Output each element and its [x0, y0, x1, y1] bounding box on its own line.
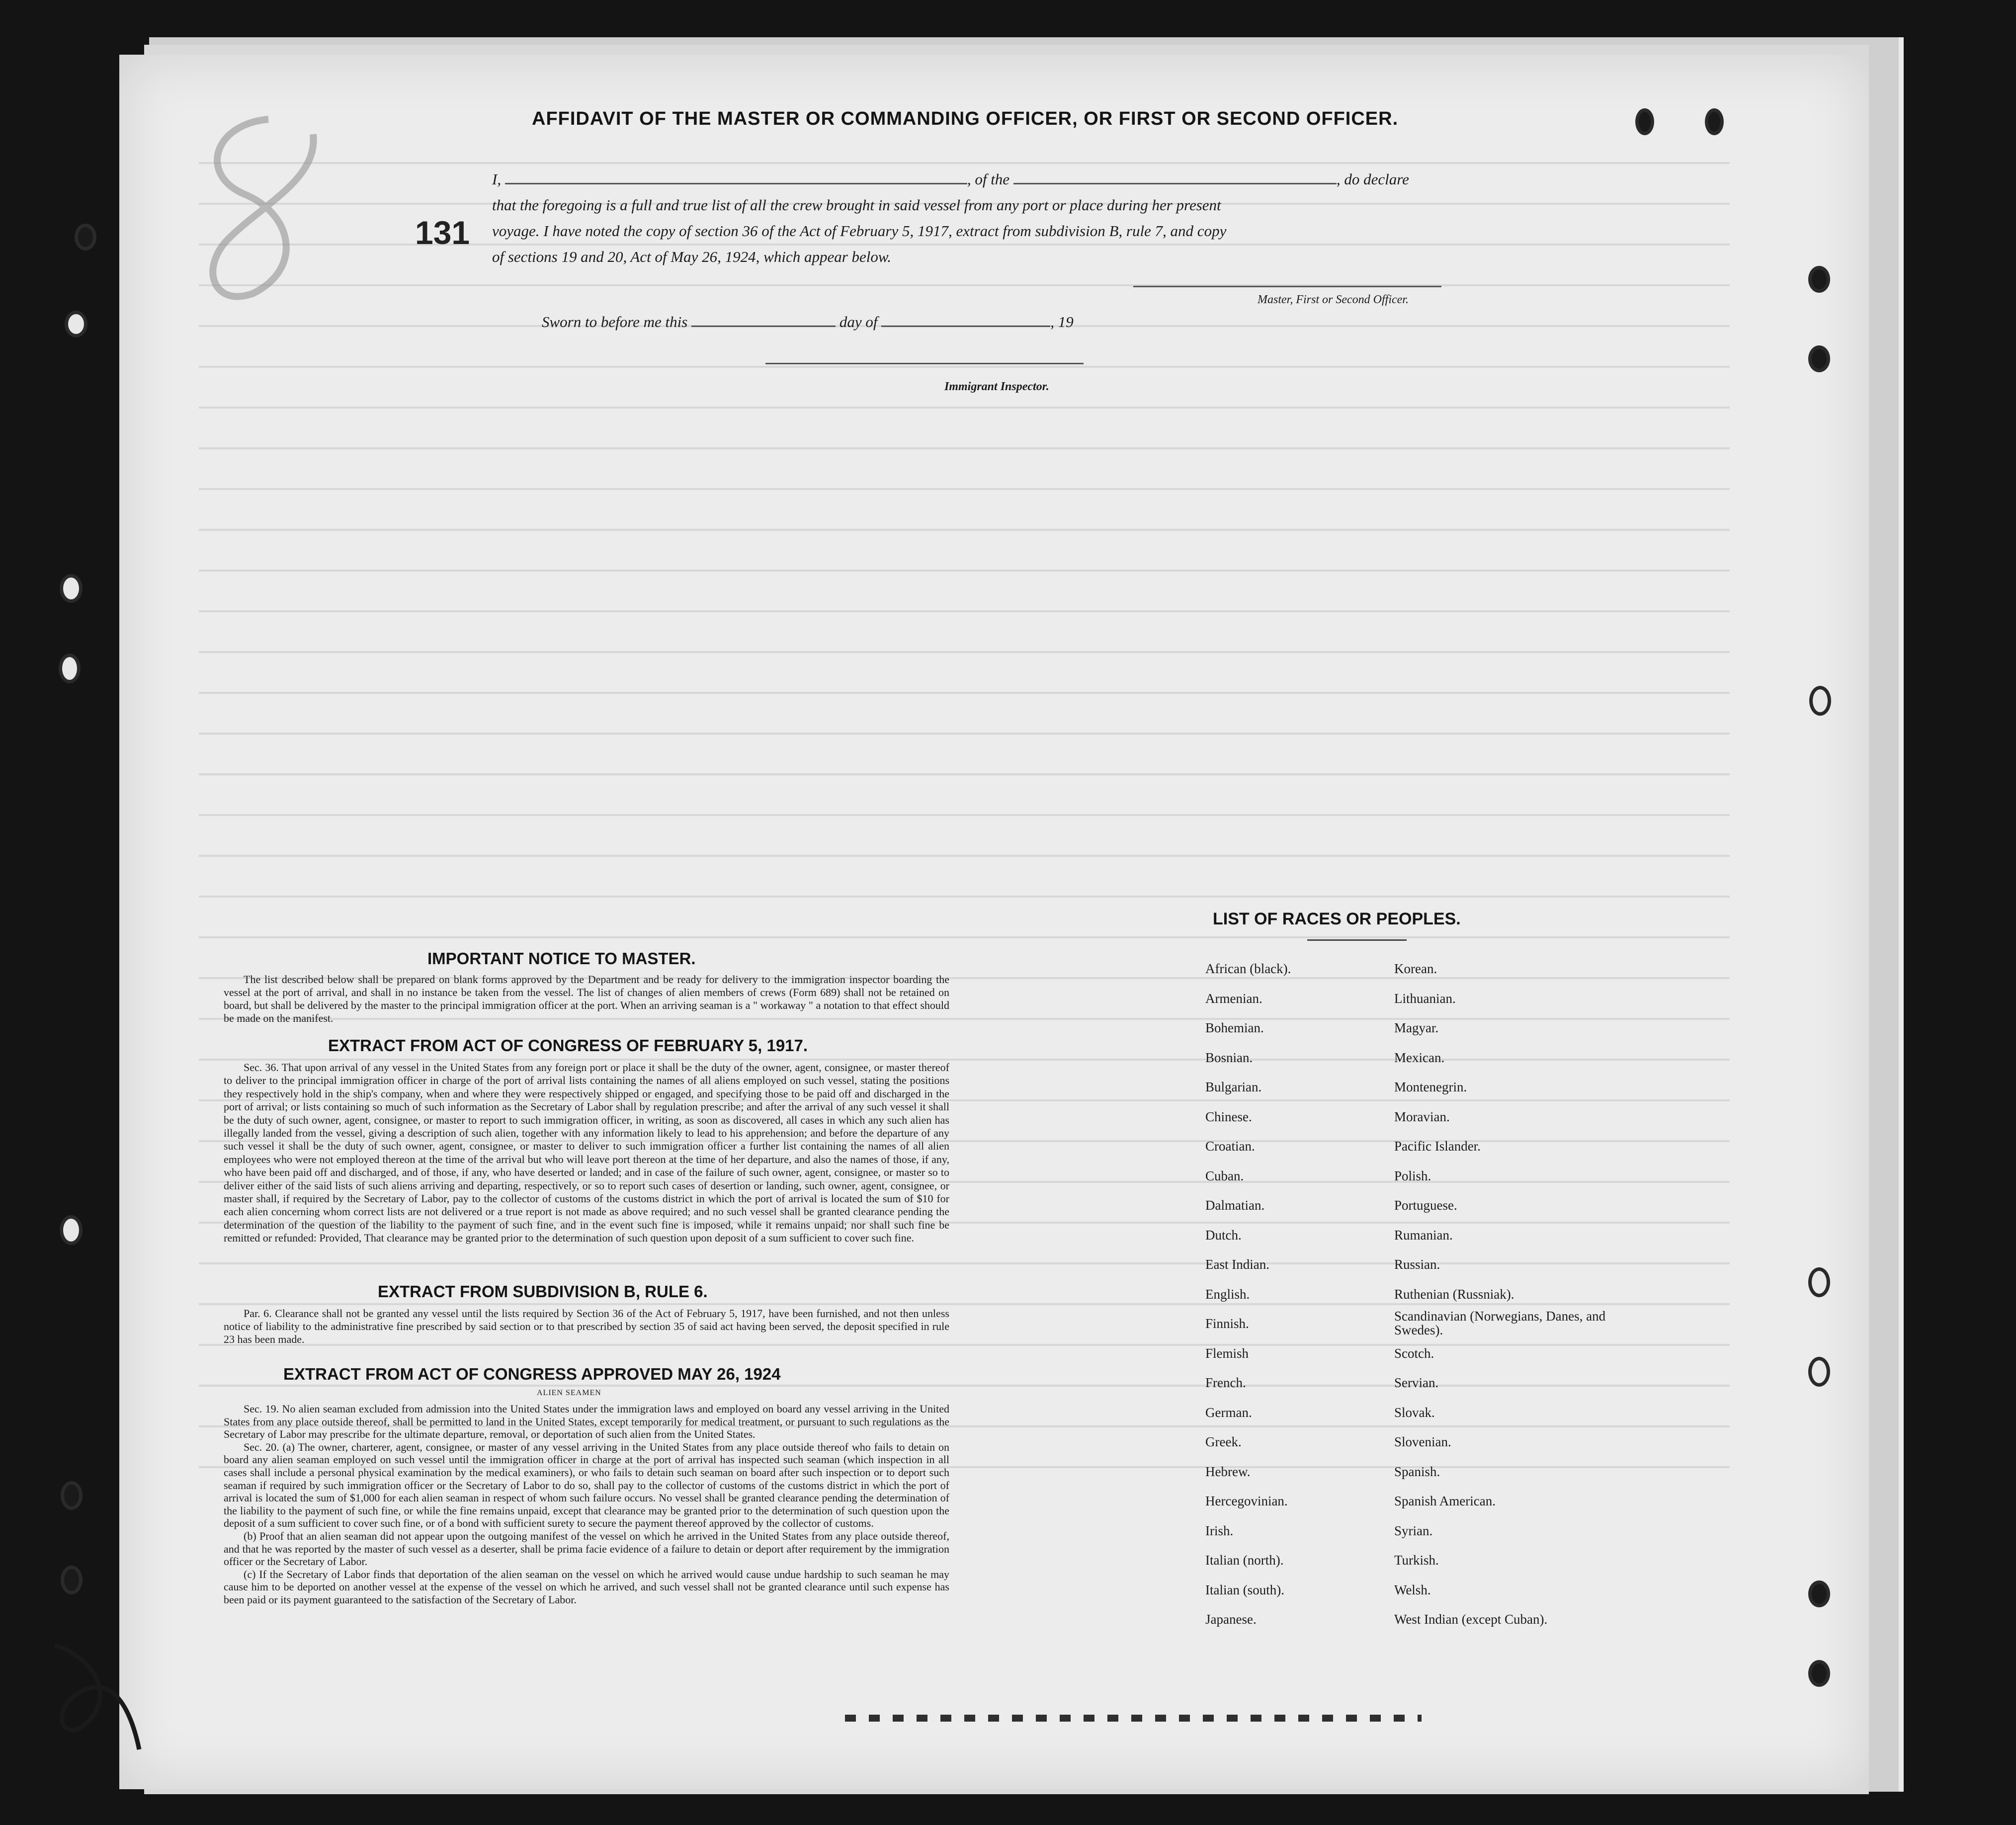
punch-hole: [60, 1215, 83, 1245]
races-right-column: [1394, 954, 1608, 1635]
race-item: Irish.: [1205, 1523, 1234, 1538]
race-item: Hercegovinian.: [1205, 1493, 1288, 1508]
race-item: Finnish.: [1205, 1316, 1249, 1331]
notice-title: IMPORTANT NOTICE TO MASTER.: [427, 949, 696, 968]
affidavit-declaration: [492, 166, 1605, 270]
manifest-page: [119, 55, 1869, 1789]
extract-1917-title: EXTRACT FROM ACT OF CONGRESS OF FEBRUARY 5, 1917.: [328, 1036, 808, 1055]
race-item: Japanese.: [1205, 1612, 1257, 1627]
punch-hole: [1705, 108, 1724, 135]
race-item: Syrian.: [1394, 1523, 1433, 1538]
handwritten-mark: [169, 104, 338, 313]
races-title: LIST OF RACES OR PEOPLES.: [1213, 910, 1461, 928]
binding-marks: [845, 1715, 1422, 1722]
inspector-signature-line[interactable]: [765, 363, 1084, 364]
race-item: East Indian.: [1205, 1257, 1269, 1272]
race-item: Italian (south).: [1205, 1582, 1284, 1597]
extract-1924-title: EXTRACT FROM ACT OF CONGRESS APPROVED MAY 26, 1924: [283, 1365, 781, 1383]
race-item: African (black).: [1205, 961, 1291, 976]
race-item: Armenian.: [1205, 991, 1262, 1006]
race-item: Slovenian.: [1394, 1434, 1451, 1449]
race-item: Slovak.: [1394, 1405, 1435, 1420]
punch-hole: [1809, 686, 1831, 716]
punch-hole: [1808, 266, 1830, 293]
vessel-name-field[interactable]: [1013, 183, 1337, 184]
punch-hole: [65, 311, 87, 337]
affidavit-line-2: that the foregoing is a full and true list of all the crew brought in said vessel from any port or place during her present: [492, 196, 1221, 214]
of-the-label: , of the: [967, 170, 1010, 188]
race-item: Mexican.: [1394, 1050, 1445, 1065]
inspector-label: Immigrant Inspector.: [944, 380, 1049, 393]
handwritten-signature: [40, 1630, 149, 1759]
sec-20a: Sec. 20. (a) The owner, charterer, agent, consignee, or master of any vessel arriving in the United States from any place outside thereof who fails to detain on board any alien seaman employed on such vessel until the immigration officer in charge at the port of arrival has inspected such seaman (which inspection in all cases shall include a personal physical examination by the medical examiners), or who fails to detain such seaman on board after such inspection or to deport such seaman if required by such immigration officer or the Secretary of Labor to do so, shall pay to the collector of customs of the customs district in which the port of arrival is located the sum of $1,000 for each alien seaman in respect of whom such failure occurs. No vessel shall be granted clearance pending the determination of the liability to the payment of such fine, or while the fine remains unpaid, except that clearance may be granted prior to the determination of such question upon the deposit of a sum sufficient to cover such fine, or of a bond with sufficient surety to secure the payment thereof approved by the collector of customs.: [224, 1440, 949, 1530]
punch-hole: [61, 1481, 83, 1510]
race-item: West Indian (except Cuban).: [1394, 1612, 1548, 1627]
race-item: Italian (north).: [1205, 1553, 1284, 1568]
punch-hole: [1808, 1357, 1830, 1387]
affiant-label: I,: [492, 170, 502, 188]
punch-hole: [1808, 1660, 1830, 1687]
sworn-line: [542, 313, 1074, 331]
race-item: Scandinavian (Norwegians, Danes, and Swedes).: [1394, 1309, 1606, 1337]
stamp-number: 131: [415, 214, 470, 251]
sworn-label: Sworn to before me this: [542, 313, 688, 331]
affidavit-line-4: of sections 19 and 20, Act of May 26, 1924, which appear below.: [492, 248, 892, 265]
race-item: Servian.: [1394, 1375, 1439, 1390]
sworn-day-field[interactable]: [691, 326, 836, 327]
race-item: Moravian.: [1394, 1109, 1450, 1124]
extract-rule6-body: Par. 6. Clearance shall not be granted any vessel until the lists required by Section 36 of the Act of February 5, 1917, have been furnished, and not then unless notice of liability to the administrative fine prescribed by said section or to that prescribed by section 35 of said act having been served, the deposit specified in rule 23 has been made.: [224, 1307, 949, 1345]
punch-hole: [1808, 345, 1830, 372]
affidavit-line-1: [492, 166, 1605, 192]
race-item: Welsh.: [1394, 1582, 1431, 1597]
race-item: Greek.: [1205, 1434, 1242, 1449]
race-item: Bohemian.: [1205, 1020, 1264, 1035]
punch-hole: [75, 224, 96, 250]
affidavit-line-3: voyage. I have noted the copy of section 36 of the Act of February 5, 1917, extract from subdivision B, rule 7, and copy: [492, 222, 1227, 240]
extract-1924-body: [224, 1403, 949, 1606]
race-item: German.: [1205, 1405, 1252, 1420]
race-item: Turkish.: [1394, 1553, 1439, 1568]
race-item: English.: [1205, 1286, 1250, 1302]
master-signature-label: Master, First or Second Officer.: [1258, 293, 1409, 306]
sec-20c: (c) If the Secretary of Labor finds that deportation of the alien seaman on the vessel on which he arrived would cause undue hardship to such seaman he may cause him to be deported on another vessel at the expense of the vessel on which he arrived, and such vessel shall not be granted clearance until such expense has been paid or its payment guaranteed to the satisfaction of the Secretary of Labor.: [224, 1568, 949, 1606]
race-item: Dalmatian.: [1205, 1198, 1265, 1213]
race-item: Polish.: [1394, 1168, 1431, 1183]
race-item: Bulgarian.: [1205, 1079, 1262, 1094]
race-item: Montenegrin.: [1394, 1079, 1467, 1094]
punch-hole: [1808, 1580, 1830, 1607]
race-item: Hebrew.: [1205, 1464, 1251, 1479]
race-item: Rumanian.: [1394, 1227, 1453, 1243]
punch-hole: [60, 574, 83, 603]
do-declare-label: , do declare: [1336, 170, 1409, 188]
sec-20b: (b) Proof that an alien seaman did not appear upon the outgoing manifest of the vessel on which he arrived in the United States from any place outside thereof, and that he was reported by the master of such vessel as a deserter, shall be prima facie evidence of a failure to detain or deport after requirement by the immigration officer or the Secretary of Labor.: [224, 1529, 949, 1568]
extract-1917-body: Sec. 36. That upon arrival of any vessel in the United States from any foreign port or place it shall be the duty of the owner, agent, consignee, or master thereof to deliver to the principal immigration officer in charge of the port of arrival lists containing the names of all aliens employed on such vessel, stating the positions they respectively hold in the ship's company, when and where they were respectively shipped or engaged, and specifying those to be paid off and discharged in the port of arrival; or lists containing so much of such information as the Secretary of Labor shall by regulation prescribe; and after the arrival of any such vessel it shall be the duty of such owner, agent, consignee, or master to report to such immigration officer, in writing, as soon as discovered, all cases in which any such alien has illegally landed from the vessel, giving a description of such alien, together with any information likely to lead to his apprehension; and before the departure of any such vessel it shall be the duty of such owner, agent, consignee, or master to deliver to such immigration officer a further list containing the names of all alien employees who were not employed thereon at the time of the arrival but who will leave port thereon at the time of her departure, and also the names of those, if any, who have been paid off and discharged, and of those, if any, who have deserted or landed; and in case of the failure of such owner, agent, consignee, or master so to deliver either of the said lists of such aliens arriving and departing, respectively, or so to report such cases of desertion or landing, such owner, agent, consignee, or master shall, if required by the Secretary of Labor, pay to the collector of customs of the customs district in which the port of arrival is located the sum of $10 for each alien concerning whom correct lists are not delivered or a true report is not made as above required; and no such vessel shall be granted clearance pending the determination of the question of the liability to the payment of such fine, and in the event such fine is imposed, while it remains unpaid; nor shall such fine be remitted or refunded: Provided, That clearance may be granted prior to the determination of such question upon deposit of a sum sufficient to cover such fine.: [224, 1061, 949, 1244]
extract-1924-subtitle: ALIEN SEAMEN: [537, 1389, 601, 1397]
race-item: Portuguese.: [1394, 1198, 1457, 1213]
race-item: Croatian.: [1205, 1139, 1255, 1154]
race-item: Cuban.: [1205, 1168, 1244, 1183]
race-item: Spanish.: [1394, 1464, 1440, 1479]
race-item: Bosnian.: [1205, 1050, 1253, 1065]
sec-19: Sec. 19. No alien seaman excluded from admission into the United States under the immigration laws and employed on board any vessel arriving in the United States from any place outside thereof, shall be permitted to land in the United States, except temporarily for medical treatment, or pursuant to such regulations as the Secretary of Labor may prescribe for the ultimate departure, removal, or deportation of such alien from the United States.: [224, 1403, 949, 1441]
race-item: Korean.: [1394, 961, 1437, 976]
sworn-month-field[interactable]: [881, 326, 1050, 327]
races-title-rule: [1307, 939, 1407, 941]
race-item: Magyar.: [1394, 1020, 1439, 1035]
affidavit-title: AFFIDAVIT OF THE MASTER OR COMMANDING OFFICER, OR FIRST OR SECOND OFFICER.: [532, 108, 1399, 129]
punch-hole: [1635, 108, 1654, 135]
race-item: Flemish: [1205, 1345, 1249, 1361]
notice-body: The list described below shall be prepared on blank forms approved by the Department and be ready for delivery to the immigration inspector boarding the vessel at the port of arrival, and shall in no instance be taken from the vessel. The list of changes of alien members of crews (Form 689) shall not be retained on board, but shall be delivered by the master to the principal immigration officer at the port. When an arriving seaman is a " workaway " a notation to that effect should be made on the manifest.: [224, 973, 949, 1024]
affiant-name-field[interactable]: [505, 183, 967, 184]
race-item: Chinese.: [1205, 1109, 1252, 1124]
day-of-label: day of: [839, 313, 878, 331]
race-item: Lithuanian.: [1394, 991, 1456, 1006]
race-item: Dutch.: [1205, 1227, 1242, 1243]
punch-hole: [61, 1566, 83, 1594]
race-item: Russian.: [1394, 1257, 1440, 1272]
race-item: Ruthenian (Russniak).: [1394, 1286, 1514, 1302]
race-item: Spanish American.: [1394, 1493, 1496, 1508]
punch-hole: [1808, 1267, 1830, 1297]
race-item: Pacific Islander.: [1394, 1139, 1481, 1154]
punch-hole: [59, 654, 81, 683]
year-label: , 19: [1050, 313, 1074, 331]
race-item: French.: [1205, 1375, 1246, 1390]
extract-rule6-title: EXTRACT FROM SUBDIVISION B, RULE 6.: [378, 1282, 708, 1301]
races-left-column: [1205, 954, 1291, 1635]
master-signature-line[interactable]: [1133, 286, 1441, 287]
race-item: Scotch.: [1394, 1345, 1434, 1361]
